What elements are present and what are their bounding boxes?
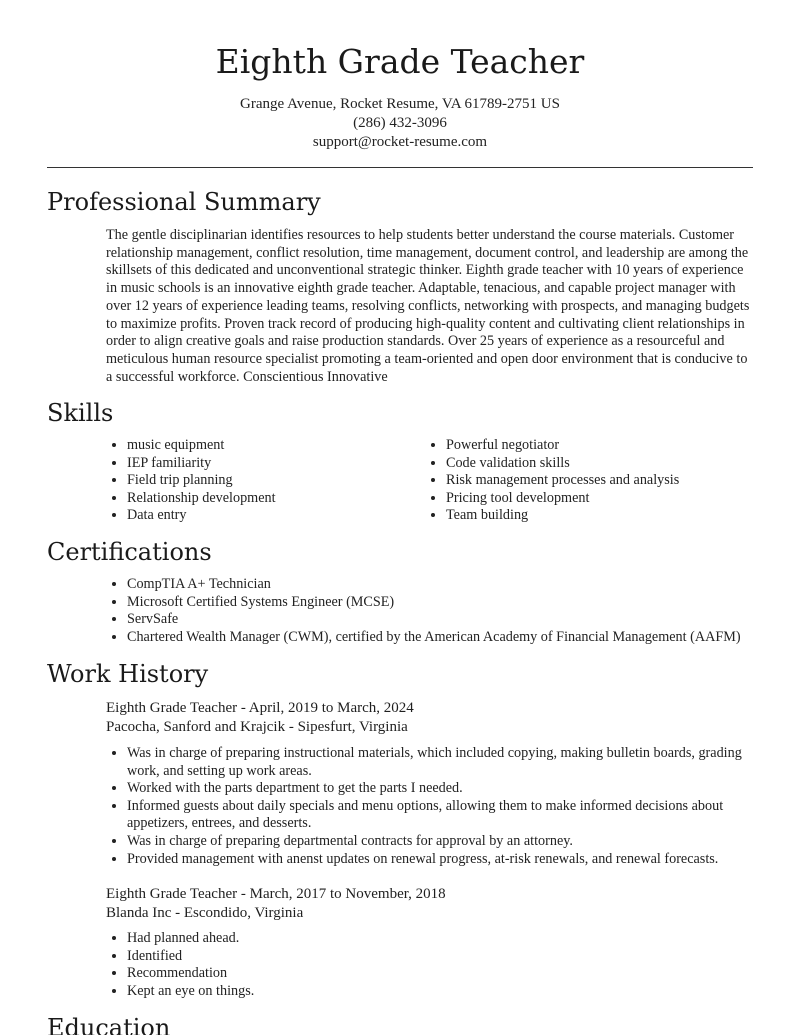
job-bullet: • Was in charge of preparing instructional materials, which included copying, making bulletin boards, grading work, and setting up work areas. bbox=[127, 745, 767, 780]
job-title-dates: Eighth Grade Teacher - April, 2019 to March, 2024 bbox=[106, 700, 414, 716]
job-company-location: Pacocha, Sanford and Krajcik - Sipesfurt, Virginia bbox=[106, 719, 408, 735]
job-bullets bbox=[106, 930, 767, 1000]
candidate-name: Eighth Grade Teacher bbox=[215, 42, 585, 81]
job-company-location: Blanda Inc - Escondido, Virginia bbox=[106, 905, 304, 921]
skill-item: • Team building bbox=[446, 507, 776, 525]
header-divider bbox=[47, 167, 753, 168]
section-title-certifications: Certifications bbox=[47, 538, 212, 566]
job-bullet: • Informed guests about daily specials and menu options, allowing them to make informed decisions about appetizers, entrees, and desserts. bbox=[127, 798, 767, 833]
certification-item: • CompTIA A+ Technician bbox=[127, 576, 787, 594]
resume-header bbox=[0, 0, 800, 152]
job-bullets bbox=[106, 745, 767, 868]
skill-item: • Powerful negotiator bbox=[446, 437, 776, 455]
contact-address: Grange Avenue, Rocket Resume, VA 61789-2751 US bbox=[240, 96, 560, 112]
skill-item: • Pricing tool development bbox=[446, 490, 776, 508]
job-bullet: • Identified bbox=[127, 948, 767, 966]
job-bullet: • Was in charge of preparing departmental contracts for approval by an attorney. bbox=[127, 833, 767, 851]
certification-item: • ServSafe bbox=[127, 611, 787, 629]
job-bullet: • Had planned ahead. bbox=[127, 930, 767, 948]
skills-list-left bbox=[106, 437, 427, 525]
skill-item: • music equipment bbox=[127, 437, 427, 455]
skill-item: • IEP familiarity bbox=[127, 455, 427, 473]
section-title-summary: Professional Summary bbox=[47, 188, 321, 216]
section-title-skills: Skills bbox=[47, 399, 114, 427]
skills-list-right bbox=[425, 437, 776, 525]
contact-phone: (286) 432-3096 bbox=[353, 115, 447, 131]
job-bullet: • Worked with the parts department to get the parts I needed. bbox=[127, 780, 767, 798]
section-title-education: Education bbox=[47, 1014, 171, 1035]
job-title-dates: Eighth Grade Teacher - March, 2017 to November, 2018 bbox=[106, 886, 446, 902]
skill-item: • Relationship development bbox=[127, 490, 427, 508]
job-bullet: • Recommendation bbox=[127, 965, 767, 983]
certification-item: • Chartered Wealth Manager (CWM), certified by the American Academy of Financial Management (AAFM) bbox=[127, 629, 787, 647]
job-bullet: • Kept an eye on things. bbox=[127, 983, 767, 1001]
certification-item: • Microsoft Certified Systems Engineer (MCSE) bbox=[127, 594, 787, 612]
skill-item: • Code validation skills bbox=[446, 455, 776, 473]
certifications-list bbox=[106, 576, 787, 646]
skill-item: • Risk management processes and analysis bbox=[446, 472, 776, 490]
skill-item: • Data entry bbox=[127, 507, 427, 525]
skill-item: • Field trip planning bbox=[127, 472, 427, 490]
job-bullet: • Provided management with anenst updates on renewal progress, at-risk renewals, and renewal forecasts. bbox=[127, 851, 767, 869]
contact-email: support@rocket-resume.com bbox=[312, 134, 488, 150]
summary-text: The gentle disciplinarian identifies resources to help students better understand the course materials. Customer relationship management, conflict resolution, time management, document control, and leadership are among the skillsets of this dedicated and unconventional strategic thinker. Eighth grade teacher with 10 years of experience in music schools is an innovative eighth grade teacher. Adaptable, tenacious, and capable project manager with over 12 years of experience leading teams, resolving conflicts, networking with prospects, and managing budgets to maximize profits. Proven track record of producing high-quality content and cultivating client relationships in order to align creative goals and raise production standards. Over 25 years of experience as a resourceful and meticulous human resource specialist promoting a team-oriented and open door environment that is conducive to a successful workforce. Conscientious Innovative bbox=[106, 227, 750, 385]
section-title-work-history: Work History bbox=[47, 660, 209, 688]
